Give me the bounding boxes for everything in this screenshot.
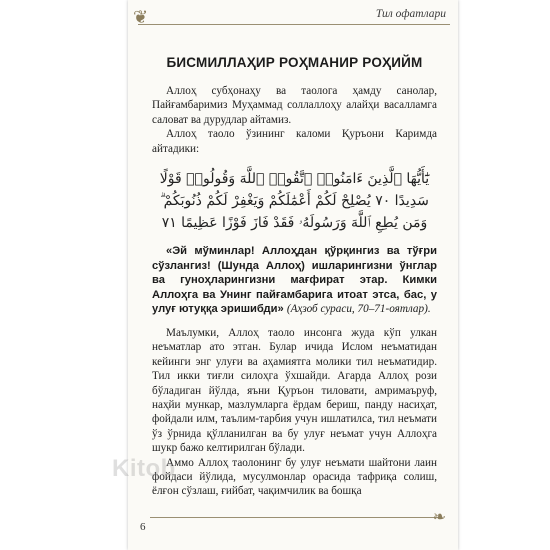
section-title: БИСМИЛЛАҲИР РОҲМАНИР РОҲИЙМ: [166, 55, 423, 70]
header-rule: [138, 24, 450, 25]
verse-translation: [152, 244, 437, 317]
verse-translation-text: «Эй мўминлар! Аллоҳдан қўрқингиз ва тўғри сўзлангиз! (Шунда Аллоҳ) ишларингизни ўнглар ва гуноҳларингизни мағфират этар. Кимки Аллоҳга ва Унинг пайғамбарига итоат этса, бас, у улуғ ютуққа эришибди»: [152, 245, 437, 316]
body-paragraph: Маълумки, Аллоҳ таоло инсонга жуда кўп улкан неъматлар ато этган. Булар ичида Ислом неъматидан кейинги энг улуғи ва аҳамиятга молики тил неъматидир. Тил икки тиғли силоҳга ўхшайди. Агарда Аллоҳ рози бўладиган йўлда, яъни Қуръон тиловати, амримаъруф, наҳйи мункар, мазлумларга ёрдам бериш, панду насиҳат, фойдали илм, таълим-тарбия учун ишлатилса, тил неъмати ўз ўрнида қўлланилган ва бу улуғ неъмат учун Аллоҳга шукр бажо келтирилган бўлади.: [152, 327, 437, 455]
floral-ornament-icon: ❦: [133, 7, 149, 27]
footer-ornament-icon: ❧: [432, 509, 446, 526]
body-paragraph-continued: Аммо Аллоҳ таолонинг бу улуғ неъмати шайтони лаин фойдаси йўлида, мусулмонлар орасида тафриқа солиш, ёлғон сўзлаш, ғийбат, чақимчилик ва бошқа: [152, 456, 437, 498]
verse-reference: (Аҳзоб сураси, 70–71-оятлар).: [286, 303, 431, 316]
footer-rule: [150, 517, 438, 518]
verse-intro-paragraph: Аллоҳ таоло ўзининг каломи Қуръони Каримда айтадики:: [152, 128, 437, 155]
page-content: [152, 55, 437, 499]
quran-verse: يَٰٓأَيُّهَا ٱلَّذِينَ ءَامَنُوا۟ ٱتَّقُوا۟ ٱللَّهَ وَقُولُوا۟ قَوْلًا سَدِيدًا ٧٠ يُصْلِحْ لَكُمْ أَعْمَٰلَكُمْ وَيَغْفِرْ لَكُمْ ذُنُوبَكُمْ ۗ وَمَن يُطِعِ ٱللَّهَ وَرَسُولَهُۥ فَقَدْ فَازَ فَوْزًا عَظِيمًا ٧١: [159, 171, 430, 232]
watermark: Kitob: [112, 455, 176, 482]
page-number: 6: [140, 521, 146, 533]
intro-paragraph: Аллоҳ субҳонаҳу ва таолога ҳамду санолар, Пайғамбаримиз Муҳаммад соллаллоҳу алайҳи васалламга саловат ва дурудлар айтамиз.: [152, 85, 437, 126]
running-title: Тил офатлари: [375, 8, 446, 20]
